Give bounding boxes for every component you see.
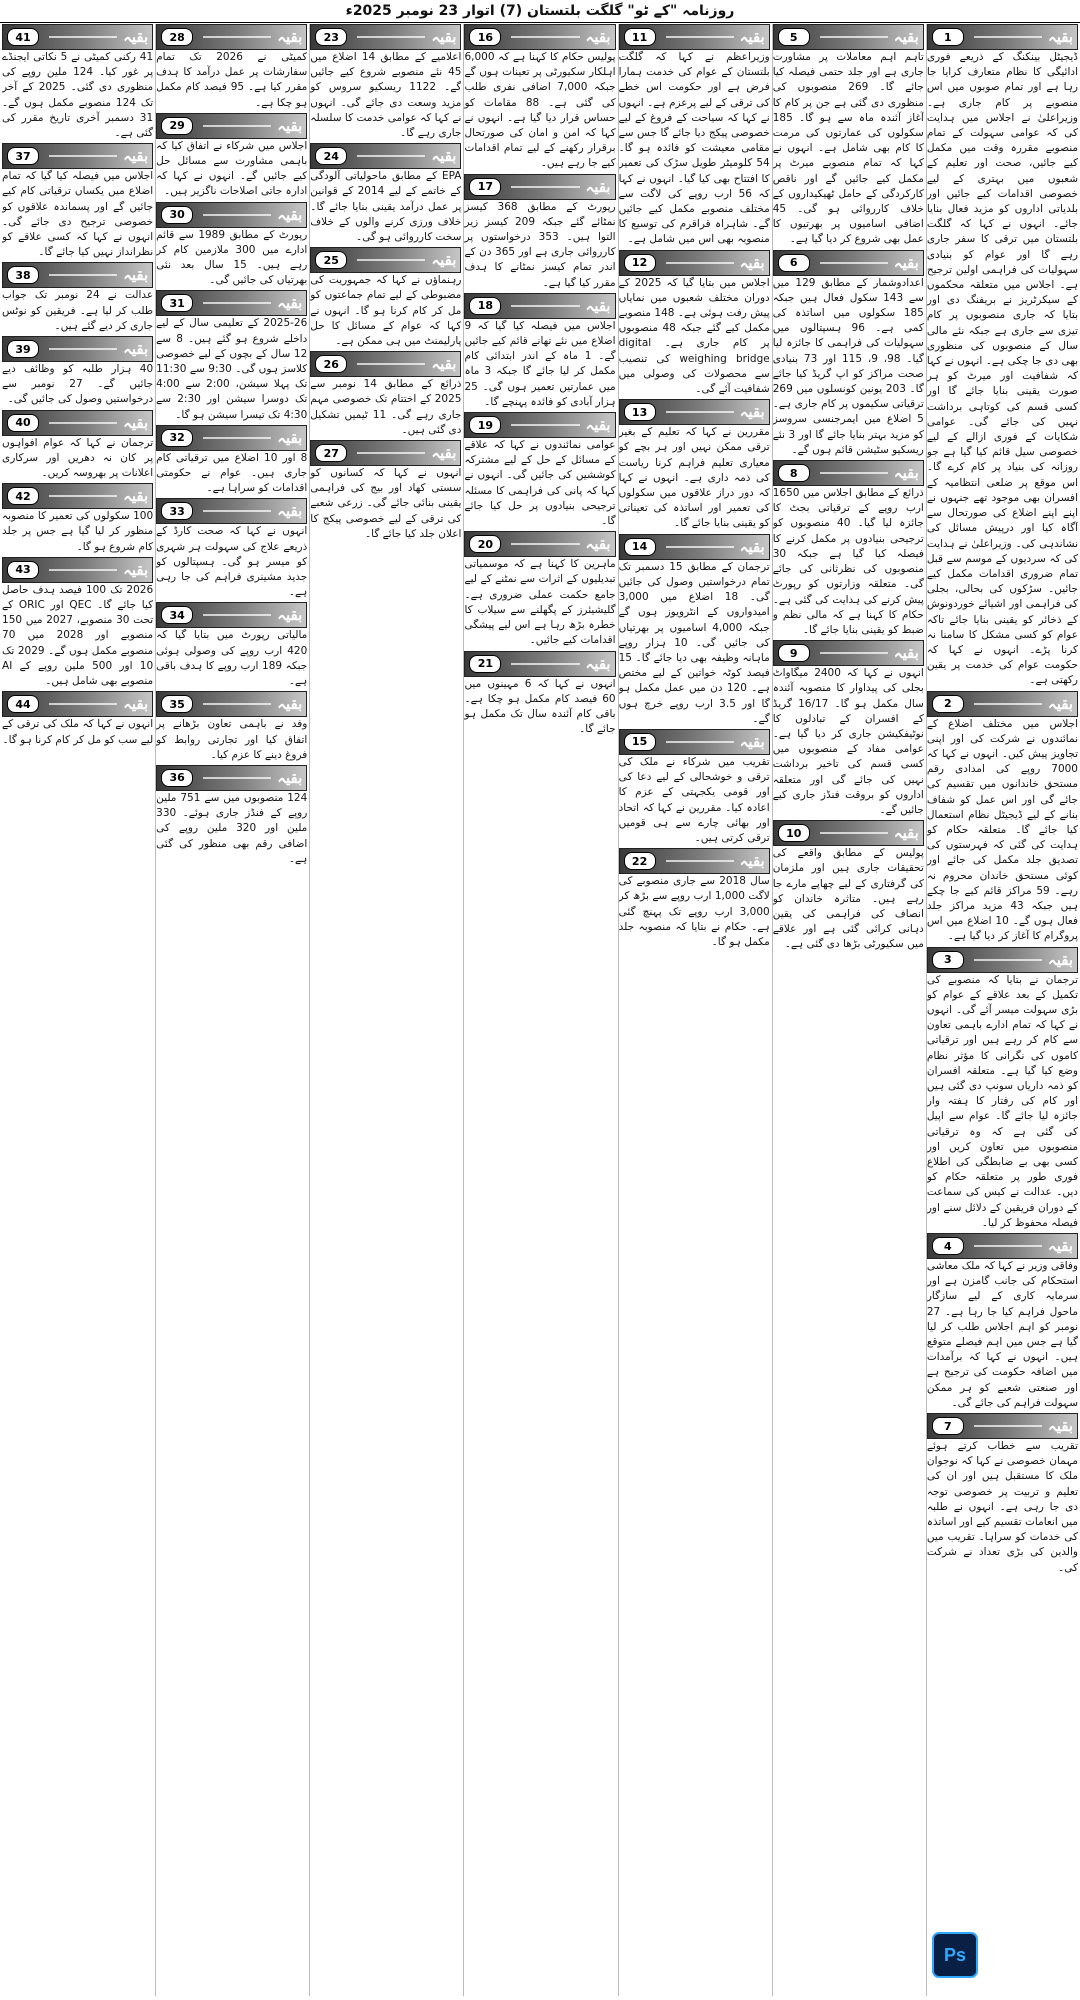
story-body-text: 8 اور 10 اضلاع میں ترقیاتی کام جاری ہیں۔ عوام نے حکومتی اقدامات کو سراہا ہے۔	[156, 451, 308, 495]
story-body-text: اجلاس میں بتایا گیا کہ 2025 کے دوران مختلف شعبوں میں نمایاں پیش رفت ہوئی ہے۔ 148 منصوبے مکمل کیے گئے جبکہ 48 منصوبوں پر کام جاری ہے۔ digital weighing bridge کی تنصیب سے محصولات کی وصولی میں شفافیت آئے گی۔	[618, 276, 770, 396]
header-swoosh-decoration	[666, 262, 734, 264]
story-body-text: تاہم اہم معاملات پر مشاورت جاری ہے اور جلد حتمی فیصلہ کیا جائے گا۔ 269 منصوبوں کی منظوری دی گئی ہے جن پر کام کا آغاز آئندہ ماہ سے ہو گا۔ 185 سکولوں کی عمارتوں کی مرمت کا کام بھی شامل ہے۔ انہوں نے کہا کہ تمام منصوبے میرٹ پر مکمل کیے جائیں گے اور ناقص کارکردگی کے حامل ٹھیکیداروں کے خلاف کارروائی ہو گی۔ 45 اضافی اسامیوں پر بھرتیوں کا عمل بھی شروع کر دیا گیا ہے۔	[772, 51, 924, 246]
story-continuation	[156, 498, 307, 600]
header-swoosh-decoration	[820, 832, 888, 834]
story-continuation	[464, 174, 615, 291]
story-number-badge: 12	[624, 254, 656, 272]
story-continuation	[156, 24, 307, 111]
story-continuation-header	[927, 1413, 1078, 1439]
header-swoosh-decoration	[666, 546, 734, 548]
story-continuation-label: بقیہ	[123, 147, 149, 166]
story-body-text: انہوں نے کہا کہ 2400 میگاواٹ بجلی کی پیداوار کا منصوبہ آئندہ سال مکمل ہو گا۔ 16/17 گریڈ کے افسران کے تبادلوں کا نوٹیفکیشن جاری کر دیا گیا ہے۔ عوامی مفاد کے منصوبوں میں کسی قسم کی تاخیر برداشت نہیں کی جائے گی اور متعلقہ اداروں کو بروقت فنڈز جاری کیے جائیں گے۔	[772, 667, 924, 816]
story-continuation	[619, 399, 770, 531]
story-body-text: رپورٹ کے مطابق 368 کیسز نمٹائے گئے جبکہ 209 کیسز زیر التوا ہیں۔ 353 درخواستوں پر کارروائی جاری ہے اور 365 دن کے اندر تمام کیسز نمٹانے کا ہدف مقرر کیا گیا ہے۔	[464, 200, 616, 289]
header-swoosh-decoration	[974, 959, 1042, 961]
newspaper-masthead-title: روزنامہ "کے ٹو" گلگت بلتستان (7) اتوار 23 نومبر 2025ء	[345, 3, 735, 19]
story-continuation-header	[773, 24, 924, 50]
story-continuation-label: بقیہ	[277, 205, 303, 224]
story-continuation-label: بقیہ	[1047, 694, 1073, 713]
story-continuation-label: بقیہ	[585, 177, 611, 196]
header-swoosh-decoration	[203, 510, 271, 512]
story-continuation	[156, 602, 307, 689]
story-continuation-header	[464, 293, 615, 319]
story-continuation-label: بقیہ	[585, 654, 611, 673]
story-continuation-header	[619, 729, 770, 755]
header-swoosh-decoration	[511, 186, 579, 188]
story-body-text: انہوں نے کہا کہ صحت کارڈ کے ذریعے علاج کی سہولت ہر شہری کو میسر ہو گی۔ ہسپتالوں کو جدید مشینری فراہم کی جا رہی ہے۔	[156, 525, 308, 599]
story-body-text: 124 منصوبوں میں سے 751 ملین روپے کے فنڈز جاری ہوئے۔ 330 ملین اور 320 ملین روپے کی اضافی رقم بھی منظور کی گئی ہے۔	[156, 791, 308, 865]
story-number-badge: 40	[7, 414, 39, 432]
column-6	[155, 24, 307, 1996]
story-number-badge: 10	[778, 824, 810, 842]
story-continuation	[773, 24, 924, 248]
story-number-badge: 36	[161, 769, 193, 787]
column-5	[309, 24, 461, 1996]
story-number-badge: 34	[161, 606, 193, 624]
story-number-badge: 43	[7, 561, 39, 579]
story-body-text: انہوں نے کہا کہ کسانوں کو سستی کھاد اور بیج کی فراہمی یقینی بنائی جائے گی۔ زرعی شعبے کی ترقی کے لیے خصوصی پیکج کا اعلان جلد کیا جائے گا۔	[310, 467, 462, 540]
header-swoosh-decoration	[666, 860, 734, 862]
story-continuation-label: بقیہ	[893, 253, 919, 272]
story-continuation-label: بقیہ	[1047, 28, 1073, 46]
story-continuation-label: بقیہ	[893, 824, 919, 843]
story-number-badge: 30	[161, 206, 193, 224]
story-continuation	[310, 351, 461, 438]
story-number-badge: 2	[932, 695, 964, 713]
header-swoosh-decoration	[820, 472, 888, 474]
header-swoosh-decoration	[49, 703, 117, 705]
story-body-text: اعدادوشمار کے مطابق 129 میں سے 143 سکول فعال ہیں جبکہ 185 سکولوں میں اساتذہ کی کمی ہے۔ 96 ہسپتالوں میں سہولیات کی فراہمی کا جائزہ لیا گیا۔ 98، 9، 115 اور 73 بنیادی صحت مراکز کو اپ گریڈ کیا جائے گا۔ 203 یونین کونسلوں میں 269 ترقیاتی سکیموں پر کام جاری ہے۔ 5 اضلاع میں ایمرجنسی سروسز کو مزید بہتر بنایا جائے گا اور 3 نئے ریسکیو سٹیشن قائم ہوں گے۔	[772, 276, 924, 456]
header-swoosh-decoration	[49, 569, 117, 571]
story-number-badge: 9	[778, 644, 810, 662]
story-continuation	[2, 691, 153, 747]
story-continuation-label: بقیہ	[431, 28, 457, 46]
story-number-badge: 14	[624, 538, 656, 556]
story-continuation	[156, 290, 307, 422]
column-4	[463, 24, 615, 1996]
story-number-badge: 18	[469, 297, 501, 315]
story-number-badge: 27	[315, 444, 347, 462]
story-continuation	[619, 250, 770, 398]
story-number-badge: 24	[315, 147, 347, 165]
story-continuation-header	[619, 24, 770, 50]
story-body-text: اجلاس میں مختلف اضلاع کے نمائندوں نے شرکت کی اور اپنی تجاویز پیش کیں۔ انہوں نے کہا کہ 7000 روپے کی امدادی رقم مستحق خاندانوں میں تقسیم کی جائے گی اور اس عمل کو شفاف بنانے کے لیے ڈیجیٹل نظام استعمال کیا جائے گا۔ متعلقہ حکام کو ہدایت کی گئی کہ فہرستوں کی تصدیق جلد مکمل کی جائے اور کوئی مستحق خاندان محروم نہ رہے۔ 59 مراکز قائم کیے جا چکے ہیں جبکہ 43 مزید مراکز جلد فعال ہوں گے۔ 10 اضلاع میں اس پروگرام کا آغاز کر دیا گیا ہے۔	[926, 717, 1078, 943]
header-swoosh-decoration	[203, 614, 271, 616]
story-continuation-label: بقیہ	[123, 560, 149, 579]
header-swoosh-decoration	[357, 155, 425, 157]
story-body-text: انہوں نے کہا کہ ملک کی ترقی کے لیے سب کو مل کر کام کرنا ہو گا۔	[2, 718, 154, 746]
header-swoosh-decoration	[49, 155, 117, 157]
header-swoosh-decoration	[203, 437, 271, 439]
header-swoosh-decoration	[203, 125, 271, 127]
story-continuation-header	[2, 262, 153, 288]
story-number-badge: 1	[932, 28, 964, 46]
story-continuation-header	[464, 412, 615, 438]
story-body-text: تقریب سے خطاب کرتے ہوئے مہمان خصوصی نے کہا کہ نوجوان ملک کا مستقبل ہیں اور ان کی تعلیم و تربیت پر خصوصی توجہ دی جا رہی ہے۔ انہوں نے طلبہ میں انعامات تقسیم کیے اور اساتذہ کی خدمات کو سراہا۔ تقریب میں والدین کی بڑی تعداد نے شرکت کی۔	[926, 1440, 1078, 1574]
story-number-badge: 20	[469, 535, 501, 553]
story-number-badge: 3	[932, 951, 964, 969]
story-continuation-label: بقیہ	[277, 768, 303, 787]
story-continuation-header	[927, 947, 1078, 973]
story-continuation-header	[927, 24, 1078, 50]
header-swoosh-decoration	[974, 36, 1042, 38]
story-continuation-header	[2, 24, 153, 50]
story-continuation-header	[310, 247, 461, 273]
story-continuation-label: بقیہ	[277, 294, 303, 313]
story-continuation	[927, 1413, 1078, 1576]
story-continuation-header	[156, 202, 307, 228]
story-continuation	[773, 460, 924, 638]
story-number-badge: 25	[315, 251, 347, 269]
story-number-badge: 32	[161, 429, 193, 447]
story-number-badge: 28	[161, 28, 193, 46]
story-continuation-header	[619, 250, 770, 276]
story-continuation	[310, 24, 461, 141]
story-number-badge: 26	[315, 355, 347, 373]
story-continuation	[773, 820, 924, 952]
story-continuation-header	[619, 534, 770, 560]
column-3	[618, 24, 770, 1996]
story-continuation	[156, 202, 307, 289]
story-body-text: سال 2018 سے جاری منصوبے کی لاگت 1,000 ارب روپے سے بڑھ کر 3,000 ارب روپے تک پہنچ گئی ہے۔ حکام نے بتایا کہ منصوبہ جلد مکمل ہو گا۔	[618, 875, 770, 948]
story-body-text: عوامی نمائندوں نے کہا کہ علاقے کے مسائل کے حل کے لیے مشترکہ کوششیں کی جائیں گی۔ انہوں نے کہا کہ پانی کی فراہمی کا مسئلہ ترجیحی بنیادوں پر حل کیا جائے گا۔	[464, 439, 616, 528]
header-swoosh-decoration	[820, 36, 888, 38]
header-swoosh-decoration	[357, 36, 425, 38]
story-number-badge: 5	[778, 28, 810, 46]
header-swoosh-decoration	[49, 348, 117, 350]
header-swoosh-decoration	[511, 36, 579, 38]
story-continuation-header	[464, 651, 615, 677]
story-continuation	[464, 531, 615, 648]
story-continuation-label: بقیہ	[1047, 950, 1073, 969]
story-continuation-header	[2, 691, 153, 717]
header-swoosh-decoration	[357, 363, 425, 365]
story-continuation-label: بقیہ	[431, 355, 457, 374]
story-continuation	[156, 765, 307, 867]
header-swoosh-decoration	[511, 305, 579, 307]
header-swoosh-decoration	[820, 652, 888, 654]
story-continuation	[464, 24, 615, 172]
header-swoosh-decoration	[49, 495, 117, 497]
header-swoosh-decoration	[666, 411, 734, 413]
story-body-text: ڈیجیٹل بینکنگ کے ذریعے فوری ادائیگی کا نظام متعارف کرایا جا رہا ہے اور تمام صوبوں میں اس منصوبے پر کام جاری ہے۔ وزیراعلیٰ نے اجلاس میں ہدایت کی کہ عوامی سہولت کے تمام منصوبے مقررہ وقت میں مکمل کیے جائیں، صحت اور تعلیم کے شعبوں میں بہتری کے لیے خصوصی اقدامات کیے جائیں اور بلدیاتی اداروں کو مزید فعال بنایا جائے۔ انہوں نے کہا کہ گلگت بلتستان میں ترقی کا سفر جاری رہے گا اور عوام کو بنیادی سہولیات کی فراہمی اولین ترجیح ہے۔ اجلاس میں متعلقہ محکموں کے سیکرٹریز نے بریفنگ دی اور بتایا کہ جاری منصوبوں پر کام تیزی سے جاری ہے جبکہ نئے مالی سال کے منصوبوں کی منظوری بھی دی جا چکی ہے۔ انہوں نے کہا کہ شفافیت اور میرٹ کو ہر صورت یقینی بنایا جائے گا اور کسی قسم کی کوتاہی برداشت نہیں کی جائے گی۔ عوامی شکایات کے فوری ازالے کے لیے خصوصی سیل قائم کیا گیا ہے جو روزانہ کی بنیاد پر کام کرے گا۔ اس موقع پر ضلعی انتظامیہ کے افسران بھی موجود تھے جنہوں نے اپنے اپنے اضلاع کی صورتحال سے آگاہ کیا اور درپیش مسائل کی نشاندہی کی۔ وزیراعلیٰ نے ہدایت کی کہ سردیوں کے موسم سے قبل تمام ضروری اقدامات مکمل کیے جائیں۔ سڑکوں کی بحالی، بجلی کی فراہمی اور اشیائے خوردونوش کے ذخائر کو یقینی بنایا جائے تاکہ عوام کو کسی مشکل کا سامنا نہ کرنا پڑے۔ انہوں نے کہا کہ حکومت عوام کی خدمت پر یقین رکھتی ہے۔	[926, 51, 1078, 687]
story-continuation-header	[156, 425, 307, 451]
story-body-text: مالیاتی رپورٹ میں بتایا گیا کہ 420 ارب روپے کی وصولی ہوئی جبکہ 189 ارب روپے کا ہدف باقی ہے۔	[156, 629, 308, 688]
header-swoosh-decoration	[49, 36, 117, 38]
story-body-text: ذرائع کے مطابق 14 نومبر سے 2025 کے اختتام تک خصوصی مہم جاری رہے گی۔ 11 ٹیمیں تشکیل دی گئی ہیں۔	[310, 378, 462, 436]
header-swoosh-decoration	[974, 1245, 1042, 1247]
story-body-text: وفد نے باہمی تعاون بڑھانے پر اتفاق کیا اور تجارتی روابط کو فروغ دینے کا عزم کیا۔	[156, 718, 308, 761]
header-swoosh-decoration	[511, 663, 579, 665]
photoshop-icon[interactable]	[932, 1932, 978, 1978]
story-body-text: ترجمان کے مطابق 15 دسمبر تک تمام درخواستیں وصول کی جائیں گی۔ 18 اضلاع میں 3,000 امیدواروں کے انٹرویوز ہوں گے جبکہ 4,000 اسامیوں پر بھرتیاں کی جائیں گی۔ 10 ہزار روپے ماہانہ وظیفہ بھی دیا جائے گا۔ 15 فیصد کوٹہ خواتین کے لیے مختص ہے۔ 120 دن میں عمل مکمل ہو گا اور 3.5 ارب روپے خرچ ہوں گے۔	[618, 560, 770, 725]
story-continuation-header	[464, 531, 615, 557]
story-continuation	[464, 651, 615, 738]
story-continuation-label: بقیہ	[739, 852, 765, 871]
story-number-badge: 21	[469, 655, 501, 673]
story-body-text: کمیٹی نے 2026 تک تمام سفارشات پر عمل درآمد کا ہدف مقرر کیا ہے۔ 95 فیصد کام مکمل ہو چکا ہے۔	[156, 51, 308, 109]
story-continuation-label: بقیہ	[123, 413, 149, 432]
story-body-text: اجلاس میں فیصلہ کیا گیا کہ تمام اضلاع میں یکساں ترقیاتی کام کیے جائیں گے اور پسماندہ علاقوں کو خصوصی ترجیح دی جائے گی۔ انہوں نے کہا کہ کسی علاقے کو نظرانداز نہیں کیا جائے گا۔	[2, 170, 154, 259]
story-continuation	[927, 1233, 1078, 1411]
header-swoosh-decoration	[357, 452, 425, 454]
story-continuation-header	[310, 440, 461, 466]
story-body-text: وزیراعظم نے کہا کہ گلگت بلتستان کے عوام کی خدمت ہمارا فرض ہے اور حکومت اس خطے کی ترقی کے لیے پرعزم ہے۔ انہوں نے کہا کہ سیاحت کے فروغ کے لیے خصوصی پیکج دیا جائے گا جس سے مقامی معیشت کو فائدہ ہو گا۔ 54 کلومیٹر طویل سڑک کی تعمیر کا افتتاح بھی کیا گیا۔ انہوں نے کہا کہ 56 ارب روپے کی لاگت سے مختلف منصوبے مکمل کیے جائیں گے۔ شاہراہ قراقرم کی توسیع کا منصوبہ بھی اس میں شامل ہے۔	[618, 51, 770, 246]
story-continuation-label: بقیہ	[893, 28, 919, 46]
story-continuation-header	[2, 336, 153, 362]
story-continuation-header	[773, 820, 924, 846]
story-continuation-header	[927, 691, 1078, 717]
story-body-text: اعلامیے کے مطابق 14 اضلاع میں 45 نئے منصوبے شروع کیے جائیں گے۔ 1122 ریسکیو سروس کو مزید وسعت دی جائے گی۔ انہوں نے کہا کہ عوامی خدمت کا سلسلہ جاری رہے گا۔	[310, 51, 462, 140]
photoshop-icon-label: Ps	[943, 1944, 967, 1965]
story-number-badge: 39	[7, 340, 39, 358]
story-continuation-label: بقیہ	[739, 28, 765, 46]
story-continuation-header	[619, 399, 770, 425]
story-number-badge: 13	[624, 403, 656, 421]
story-body-text: انہوں نے کہا کہ 6 مہینوں میں 60 فیصد کام مکمل ہو چکا ہے۔ باقی کام آئندہ سال تک مکمل ہو جائے گا۔	[464, 677, 616, 736]
story-body-text: اجلاس میں فیصلہ کیا گیا کہ 9 اضلاع میں نئے تھانے قائم کیے جائیں گے۔ 1 ماہ کے اندر ابتدائی کام مکمل کر لیا جائے گا جبکہ 3 ماہ میں عمارتیں تعمیر ہوں گی۔ 25 ہزار آبادی کو فائدہ پہنچے گا۔	[464, 319, 616, 408]
story-continuation-label: بقیہ	[431, 147, 457, 166]
story-continuation-label: بقیہ	[739, 403, 765, 422]
story-continuation	[156, 691, 307, 763]
story-body-text: EPA کے مطابق ماحولیاتی آلودگی کے خاتمے کے لیے 2014 کے قوانین پر عمل درآمد یقینی بنایا جائے گا۔ خلاف ورزی کرنے والوں کے خلاف سخت کارروائی ہو گی۔	[310, 170, 462, 244]
header-swoosh-decoration	[203, 36, 271, 38]
story-continuation	[2, 410, 153, 482]
story-number-badge: 41	[7, 28, 39, 46]
story-continuation	[2, 557, 153, 689]
story-continuation	[619, 729, 770, 846]
header-swoosh-decoration	[203, 777, 271, 779]
header-swoosh-decoration	[666, 741, 734, 743]
story-continuation-label: بقیہ	[585, 535, 611, 554]
story-continuation-label: بقیہ	[431, 251, 457, 270]
story-continuation	[619, 24, 770, 248]
story-continuation-label: بقیہ	[739, 732, 765, 751]
story-number-badge: 33	[161, 502, 193, 520]
story-body-text: مقررین نے کہا کہ تعلیم کے بغیر ترقی ممکن نہیں اور ہر بچے کو معیاری تعلیم فراہم کرنا ریاست کی ذمہ داری ہے۔ انہوں نے کہا کہ دور دراز علاقوں میں سکولوں کی تعمیر اور اساتذہ کی تعیناتی کو یقینی بنایا جائے گا۔	[618, 426, 770, 530]
story-continuation-header	[773, 250, 924, 276]
story-continuation	[2, 24, 153, 141]
story-number-badge: 11	[624, 28, 656, 46]
column-2	[772, 24, 924, 1996]
story-continuation	[2, 483, 153, 555]
story-number-badge: 29	[161, 117, 193, 135]
header-swoosh-decoration	[357, 259, 425, 261]
story-continuation-header	[773, 640, 924, 666]
story-continuation-label: بقیہ	[1047, 1237, 1073, 1256]
story-number-badge: 23	[315, 28, 347, 46]
story-number-badge: 16	[469, 28, 501, 46]
story-number-badge: 44	[7, 695, 39, 713]
story-continuation-header	[464, 24, 615, 50]
story-body-text: ترجمان نے بتایا کہ منصوبے کی تکمیل کے بعد علاقے کے عوام کو بڑی سہولت میسر آئے گی۔ انہوں نے کہا کہ تمام ادارے باہمی تعاون سے کام کر رہے ہیں اور ترقیاتی کاموں کی نگرانی کا مؤثر نظام وضع کیا گیا ہے۔ متعلقہ افسران کو ذمہ داریاں سونپ دی گئی ہیں اور کام کی رفتار کا ہفتہ وار جائزہ لیا جائے گا۔ عوام سے اپیل کی گئی ہے کہ وہ ترقیاتی منصوبوں میں تعاون کریں اور کسی بھی بے ضابطگی کی اطلاع فوری طور پر متعلقہ حکام کو دیں۔ عدالت نے کیس کی سماعت کے دوران فریقین کے دلائل سنے اور فیصلہ محفوظ کر لیا۔	[926, 973, 1078, 1229]
story-continuation	[927, 947, 1078, 1231]
story-continuation-header	[619, 848, 770, 874]
story-continuation	[2, 336, 153, 408]
story-continuation-label: بقیہ	[123, 266, 149, 285]
story-body-text: ماہرین کا کہنا ہے کہ موسمیاتی تبدیلیوں کے اثرات سے نمٹنے کے لیے جامع حکمت عملی ضروری ہے۔ گلیشیئرز کے پگھلنے سے سیلاب کا خطرہ بڑھ رہا ہے اس لیے پیشگی اقدامات کیے جائیں۔	[464, 558, 616, 647]
story-continuation-label: بقیہ	[431, 444, 457, 463]
story-continuation-label: بقیہ	[585, 28, 611, 46]
story-body-text: تقریب میں شرکاء نے ملک کی ترقی و خوشحالی کے لیے دعا کی اور قومی یکجہتی کے عزم کا اعادہ کیا۔ مقررین نے کہا کہ اتحاد اور بھائی چارے سے ہی قومیں ترقی کرتی ہیں۔	[618, 755, 770, 844]
story-number-badge: 42	[7, 487, 39, 505]
story-continuation	[156, 425, 307, 497]
story-continuation-label: بقیہ	[123, 487, 149, 506]
story-continuation-label: بقیہ	[123, 28, 149, 46]
story-continuation-header	[156, 498, 307, 524]
story-continuation	[927, 24, 1078, 689]
story-continuation-header	[464, 174, 615, 200]
story-number-badge: 38	[7, 266, 39, 284]
header-swoosh-decoration	[974, 703, 1042, 705]
header-swoosh-decoration	[820, 262, 888, 264]
story-number-badge: 17	[469, 178, 501, 196]
header-swoosh-decoration	[203, 302, 271, 304]
story-body-text: 40 ہزار طلبہ کو وظائف دیے جائیں گے۔ 27 نومبر سے درخواستیں وصول کی جائیں گی۔	[2, 363, 154, 406]
story-number-badge: 37	[7, 147, 39, 165]
story-number-badge: 22	[624, 852, 656, 870]
story-continuation-header	[2, 483, 153, 509]
story-continuation-header	[927, 1233, 1078, 1259]
story-body-text: 2026 تک 100 فیصد ہدف حاصل کیا جائے گا۔ QEC اور ORIC کے تحت 30 منصوبے، 2027 میں 150 منصوبے اور 2028 میں 70 منصوبے مکمل ہوں گے۔ 2029 تک 10 اور 500 ملین روپے کے AI منصوبے بھی شامل ہیں۔	[2, 583, 154, 688]
newspaper-columns	[2, 24, 1078, 1996]
story-continuation	[310, 440, 461, 542]
story-body-text: پولیس حکام کا کہنا ہے کہ 6,000 اہلکار سکیورٹی پر تعینات ہوں گے جبکہ 7,000 اضافی نفری طلب کی گئی ہے۔ 88 مقامات کو حساس قرار دیا گیا ہے۔ انہوں نے کہا کہ امن و امان کی صورتحال برقرار رکھنے کے لیے تمام اقدامات کیے جا رہے ہیں۔	[464, 51, 616, 170]
story-body-text: اجلاس میں شرکاء نے اتفاق کیا کہ باہمی مشاورت سے مسائل حل کیے جائیں گے۔ انہوں نے کہا کہ ادارہ جاتی اصلاحات ناگزیر ہیں۔	[156, 139, 308, 198]
story-continuation	[310, 143, 461, 245]
story-continuation-header	[2, 143, 153, 169]
story-body-text: ذرائع کے مطابق اجلاس میں 1650 ارب روپے کے ترقیاتی بجٹ کا جائزہ لیا گیا۔ 40 منصوبوں کو ترجیحی بنیادوں پر مکمل کرنے کا فیصلہ کیا گیا ہے جبکہ 30 منصوبوں کی نظرثانی کی جائے گی۔ متعلقہ وزارتوں کو رپورٹ پیش کرنے کی ہدایت کی گئی ہے۔ حکام کا کہنا ہے کہ مالی نظم و ضبط کو یقینی بنایا جائے گا۔	[772, 487, 924, 636]
header-swoosh-decoration	[974, 1425, 1042, 1427]
story-body-text: ترجمان نے کہا کہ عوام افواہوں پر کان نہ دھریں اور سرکاری اعلانات پر بھروسہ کریں۔	[2, 436, 154, 480]
story-continuation-header	[156, 290, 307, 316]
column-1	[926, 24, 1078, 1996]
story-continuation	[927, 691, 1078, 945]
story-continuation	[619, 534, 770, 727]
story-continuation	[156, 113, 307, 200]
story-continuation	[464, 293, 615, 410]
story-continuation-label: بقیہ	[277, 116, 303, 135]
header-swoosh-decoration	[511, 543, 579, 545]
story-continuation-label: بقیہ	[893, 464, 919, 483]
story-body-text: رہنماؤں نے کہا کہ جمہوریت کی مضبوطی کے لیے تمام جماعتوں کو مل کر کام کرنا ہو گا۔ انہوں نے کہا کہ عوام کے مسائل کا حل پارلیمنٹ میں ہی ممکن ہے۔	[310, 274, 462, 348]
header-swoosh-decoration	[49, 274, 117, 276]
story-continuation-label: بقیہ	[277, 695, 303, 714]
story-body-text: پولیس کے مطابق واقعے کی تحقیقات جاری ہیں اور ملزمان کی گرفتاری کے لیے چھاپے مارے جا رہے ہیں۔ متاثرہ خاندان کو انصاف کی فراہمی کی یقین دہانی کرائی گئی ہے اور علاقے میں سکیورٹی بڑھا دی گئی ہے۔	[772, 847, 924, 951]
story-continuation-header	[156, 24, 307, 50]
story-continuation-header	[156, 765, 307, 791]
header-swoosh-decoration	[49, 422, 117, 424]
story-number-badge: 31	[161, 294, 193, 312]
story-number-badge: 7	[932, 1417, 964, 1435]
story-continuation-label: بقیہ	[277, 502, 303, 521]
story-continuation-header	[2, 410, 153, 436]
story-continuation-label: بقیہ	[739, 253, 765, 272]
column-7	[2, 24, 153, 1996]
story-continuation	[619, 848, 770, 950]
story-continuation	[2, 143, 153, 260]
story-continuation	[773, 250, 924, 458]
story-body-text: وفاقی وزیر نے کہا کہ ملک معاشی استحکام کی جانب گامزن ہے اور سرمایہ کاری کے لیے سازگار ماحول فراہم کیا جا رہا ہے۔ 27 نومبر کو اہم اجلاس طلب کر لیا گیا ہے جس میں اہم فیصلے متوقع ہیں۔ انہوں نے کہا کہ برآمدات میں اضافہ حکومت کی ترجیح ہے اور صنعتی شعبے کو ہر ممکن سہولت فراہم کی جائے گی۔	[926, 1260, 1078, 1409]
story-body-text: 2025-26 کے تعلیمی سال کے لیے داخلے شروع ہو گئے ہیں۔ 8 سے 12 سال کے بچوں کے لیے خصوصی کلاسز ہوں گی۔ 9:30 سے 11:30 تک پہلا سیشن، 2:00 سے 4:00 تک دوسرا سیشن اور 2:30 سے 4:30 تک تیسرا سیشن ہو گا۔	[156, 317, 308, 421]
story-number-badge: 6	[778, 254, 810, 272]
story-continuation	[2, 262, 153, 334]
story-number-badge: 19	[469, 416, 501, 434]
story-continuation-header	[156, 602, 307, 628]
story-continuation-label: بقیہ	[585, 296, 611, 315]
story-continuation-header	[310, 143, 461, 169]
story-continuation-header	[773, 460, 924, 486]
story-continuation-label: بقیہ	[1047, 1417, 1073, 1436]
story-continuation-label: بقیہ	[893, 644, 919, 663]
story-number-badge: 8	[778, 464, 810, 482]
story-continuation-label: بقیہ	[123, 695, 149, 714]
story-body-text: رپورٹ کے مطابق 1989 سے قائم ادارے میں 300 ملازمین کام کر رہے ہیں۔ 15 سال بعد نئی بھرتیاں کی جائیں گی۔	[156, 228, 308, 287]
header-swoosh-decoration	[203, 703, 271, 705]
story-continuation-header	[310, 351, 461, 377]
story-continuation-label: بقیہ	[739, 537, 765, 556]
story-continuation-label: بقیہ	[585, 416, 611, 435]
story-number-badge: 35	[161, 695, 193, 713]
story-body-text: عدالت نے 24 نومبر تک جواب طلب کر لیا ہے۔ فریقین کو نوٹس جاری کر دیے گئے ہیں۔	[2, 289, 154, 332]
story-continuation-label: بقیہ	[277, 606, 303, 625]
story-continuation-label: بقیہ	[277, 28, 303, 46]
header-swoosh-decoration	[203, 214, 271, 216]
page-header	[0, 0, 1080, 23]
story-continuation	[773, 640, 924, 818]
story-continuation	[464, 412, 615, 529]
story-continuation	[310, 247, 461, 349]
story-continuation-header	[156, 691, 307, 717]
story-continuation-label: بقیہ	[123, 340, 149, 359]
story-continuation-header	[2, 557, 153, 583]
story-number-badge: 15	[624, 733, 656, 751]
story-continuation-header	[310, 24, 461, 50]
story-continuation-header	[156, 113, 307, 139]
story-body-text: 100 سکولوں کی تعمیر کا منصوبہ منظور کر لیا گیا ہے جس پر جلد کام شروع ہو گا۔	[2, 510, 154, 553]
story-continuation-label: بقیہ	[277, 428, 303, 447]
story-number-badge: 4	[932, 1237, 964, 1255]
header-swoosh-decoration	[511, 424, 579, 426]
header-swoosh-decoration	[666, 36, 734, 38]
story-body-text: 41 رکنی کمیٹی نے 5 نکاتی ایجنڈے پر غور کیا۔ 124 ملین روپے کی منظوری دی گئی۔ 2025 کے آخر تک 124 منصوبے مکمل ہوں گے۔ 31 دسمبر آخری تاریخ مقرر کی گئی ہے۔	[2, 51, 154, 140]
